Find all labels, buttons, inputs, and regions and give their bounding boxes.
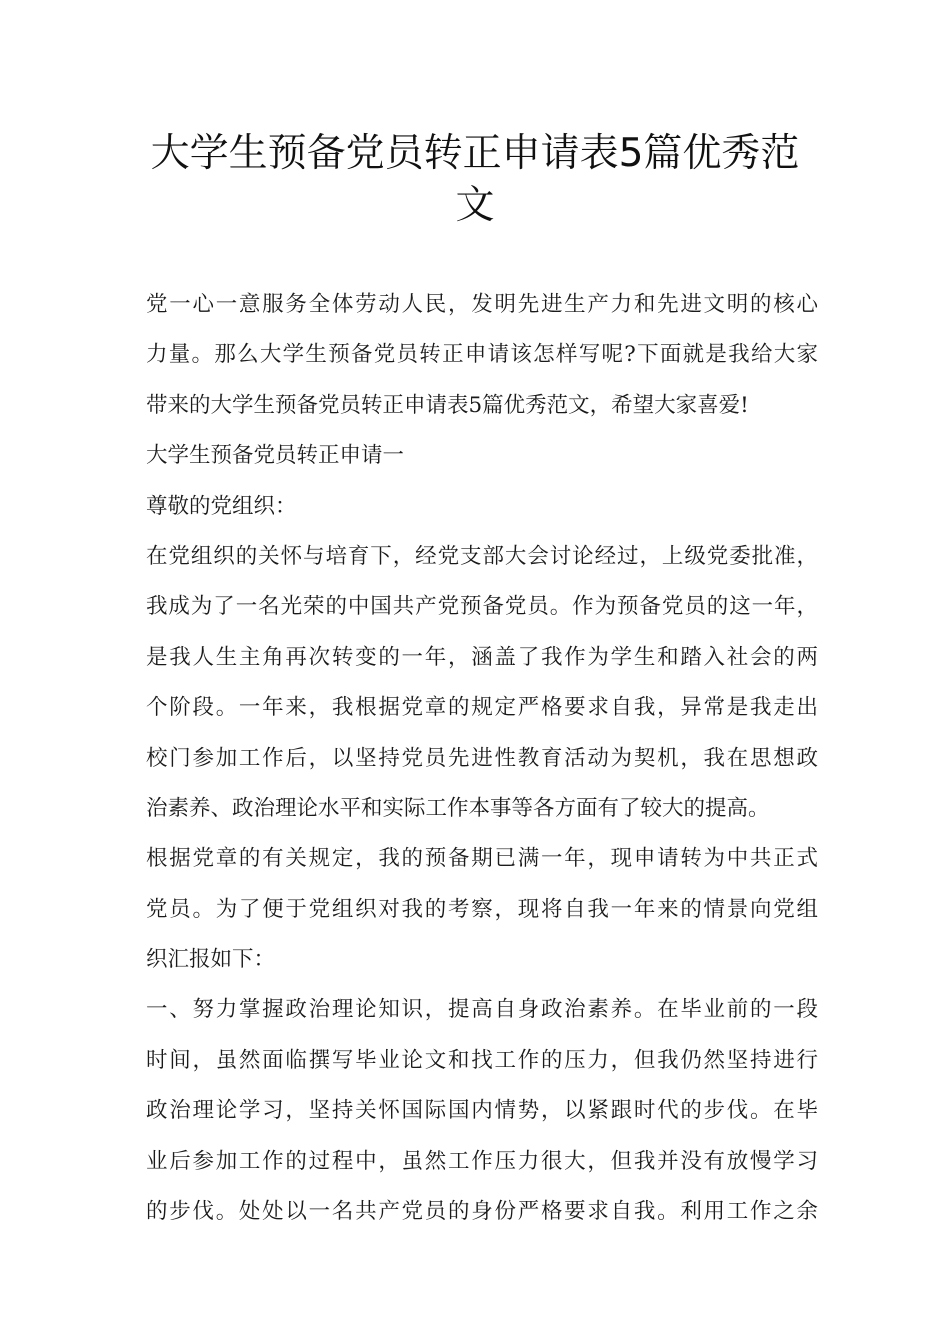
section-heading: 大学生预备党员转正申请一 (146, 443, 405, 469)
body-line: 的步伐。处处以一名共产党员的身份严格要求自我。利用工作之余 (146, 1199, 818, 1225)
body-line: 业后参加工作的过程中，虽然工作压力很大，但我并没有放慢学习 (146, 1148, 818, 1174)
salutation: 尊敬的党组织： (146, 493, 297, 519)
body-line: 个阶段。一年来，我根据党章的规定严格要求自我，异常是我走出 (146, 695, 818, 721)
body-line: 是我人生主角再次转变的一年，涵盖了我作为学生和踏入社会的两 (146, 644, 818, 670)
title-line-2: 文 (455, 183, 495, 228)
title-line-1: 大学生预备党员转正申请表5篇优秀范 (150, 131, 800, 176)
body-line: 在党组织的关怀与培育下，经党支部大会讨论经过，上级党委批准， (146, 543, 818, 569)
document-body (146, 280, 818, 1237)
body-line: 党一心一意服务全体劳动人民，发明先进生产力和先进文明的核心 (146, 292, 818, 317)
body-line: 治素养、政治理论水平和实际工作本事等各方面有了较大的提高。 (146, 795, 770, 821)
body-line: 一、努力掌握政治理论知识，提高自身政治素养。在毕业前的一段 (146, 997, 818, 1023)
body-line: 时间，虽然面临撰写毕业论文和找工作的压力，但我仍然坚持进行 (146, 1047, 818, 1073)
body-line: 织汇报如下： (146, 947, 276, 973)
body-line: 带来的大学生预备党员转正申请表5篇优秀范文，希望大家喜爱! (146, 392, 749, 418)
body-line: 力量。那么大学生预备党员转正申请该怎样写呢?下面就是我给大家 (146, 342, 818, 368)
body-line: 校门参加工作后，以坚持党员先进性教育活动为契机，我在思想政 (146, 745, 818, 771)
body-line: 根据党章的有关规定，我的预备期已满一年，现申请转为中共正式 (146, 846, 818, 872)
body-line: 政治理论学习，坚持关怀国际国内情势，以紧跟时代的步伐。在毕 (146, 1098, 818, 1124)
body-line: 党员。为了便于党组织对我的考察，现将自我一年来的情景向党组 (146, 896, 818, 922)
body-line: 我成为了一名光荣的中国共产党预备党员。作为预备党员的这一年， (146, 594, 818, 620)
document-title (120, 128, 830, 232)
